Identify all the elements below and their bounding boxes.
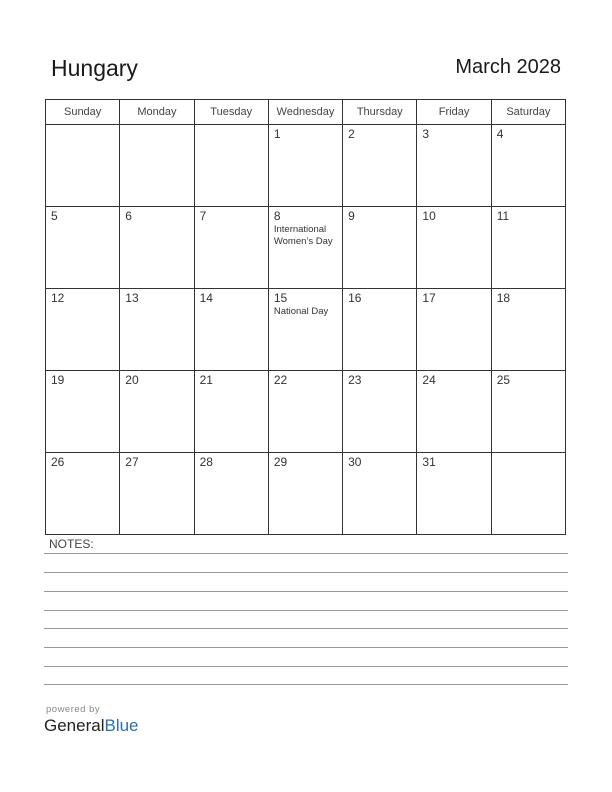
day-number: 23: [348, 373, 362, 387]
weekday-wednesday: Wednesday: [268, 100, 342, 125]
day-cell: [343, 289, 417, 371]
day-cell: [120, 371, 194, 453]
day-number: 20: [125, 373, 139, 387]
note-line: [44, 610, 568, 611]
day-cell: [46, 207, 120, 289]
day-number: 6: [125, 209, 132, 223]
weekday-header-row: [46, 100, 566, 125]
day-cell: [491, 289, 565, 371]
note-line: [44, 628, 568, 629]
day-cell: [46, 453, 120, 535]
note-line: [44, 553, 568, 554]
day-number: 3: [422, 127, 430, 141]
weekday-thursday: Thursday: [343, 100, 417, 125]
day-number: 11: [496, 209, 510, 223]
day-number: 15: [273, 291, 288, 305]
powered-by-text: powered by: [46, 704, 101, 715]
day-number: 14: [199, 291, 213, 305]
day-number: 9: [348, 209, 355, 223]
day-number: 13: [125, 291, 139, 305]
day-cell: [417, 207, 491, 289]
weekday-monday: Monday: [120, 100, 194, 125]
day-cell: [417, 125, 491, 207]
day-number: 18: [496, 291, 511, 305]
week-row: [46, 125, 566, 207]
day-cell: [343, 125, 417, 207]
month-year-title: March 2028: [455, 56, 561, 78]
note-line: [44, 666, 568, 667]
day-cell: [120, 453, 194, 535]
day-cell: [120, 207, 194, 289]
brand-general: General: [44, 716, 105, 735]
day-number: 2: [348, 127, 355, 141]
calendar-grid: [45, 99, 566, 535]
note-line: [44, 572, 568, 573]
day-cell: [194, 453, 268, 535]
day-cell: [268, 289, 342, 371]
day-cell: [194, 289, 268, 371]
day-cell: [491, 125, 565, 207]
empty-day-cell: [491, 453, 565, 535]
weekday-tuesday: Tuesday: [194, 100, 268, 125]
weekday-saturday: Saturday: [491, 100, 565, 125]
day-number: 22: [273, 373, 288, 387]
note-line: [44, 684, 568, 685]
day-number: 31: [422, 455, 436, 469]
day-number: 19: [51, 373, 65, 387]
day-cell: [120, 289, 194, 371]
generalblue-logo[interactable]: [44, 716, 139, 736]
week-row: [46, 371, 566, 453]
day-number: 12: [51, 291, 65, 305]
day-number: 7: [199, 209, 207, 223]
day-number: 25: [496, 373, 511, 387]
day-cell: [491, 371, 565, 453]
day-cell: [46, 289, 120, 371]
day-cell: [491, 207, 565, 289]
holiday-label: International Women’s Day: [273, 224, 333, 247]
day-number: 17: [422, 291, 436, 305]
weekday-friday: Friday: [417, 100, 491, 125]
day-number: 29: [273, 455, 288, 469]
week-row: [46, 453, 566, 535]
week-row: [46, 207, 566, 289]
day-number: 24: [422, 373, 436, 387]
day-cell: [46, 371, 120, 453]
day-cell: [194, 207, 268, 289]
day-cell: [268, 207, 342, 289]
day-cell: [268, 371, 342, 453]
day-cell: [417, 371, 491, 453]
weekday-sunday: Sunday: [46, 100, 120, 125]
day-number: 1: [273, 127, 281, 141]
day-cell: [343, 207, 417, 289]
day-number: 27: [125, 455, 139, 469]
day-cell: [417, 453, 491, 535]
day-number: 16: [348, 291, 362, 305]
note-line: [44, 591, 568, 592]
day-number: 8: [273, 209, 281, 223]
day-number: 28: [199, 455, 213, 469]
day-number: 26: [51, 455, 65, 469]
day-cell: [417, 289, 491, 371]
note-line: [44, 647, 568, 648]
day-number: 5: [51, 209, 58, 223]
empty-day-cell: [46, 125, 120, 207]
week-row: [46, 289, 566, 371]
brand-blue: Blue: [104, 716, 139, 735]
day-cell: [268, 125, 342, 207]
country-title: Hungary: [51, 55, 138, 81]
day-number: 4: [496, 127, 504, 141]
day-cell: [343, 371, 417, 453]
day-cell: [194, 371, 268, 453]
day-number: 30: [348, 455, 362, 469]
day-cell: [343, 453, 417, 535]
holiday-label: National Day: [273, 306, 329, 317]
notes-label: NOTES:: [49, 537, 94, 551]
empty-day-cell: [120, 125, 194, 207]
day-number: 21: [199, 373, 213, 387]
empty-day-cell: [194, 125, 268, 207]
day-number: 10: [422, 209, 436, 223]
day-cell: [268, 453, 342, 535]
